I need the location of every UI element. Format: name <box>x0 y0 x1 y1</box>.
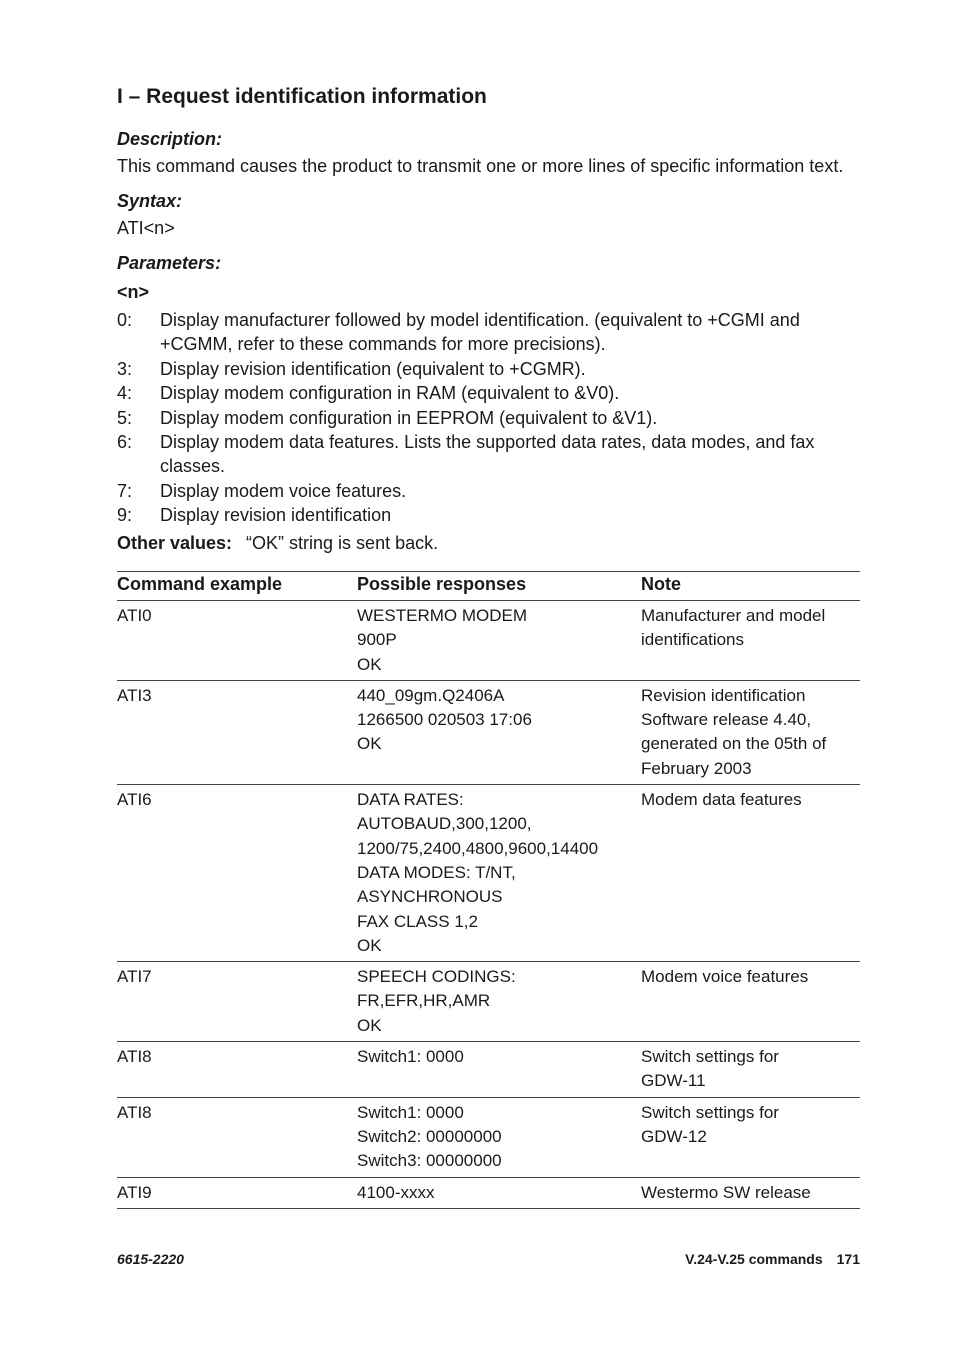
table-row <box>117 1177 860 1208</box>
cell-response <box>357 1177 641 1208</box>
cell-note <box>641 680 860 784</box>
footer-doc-number: 6615-2220 <box>117 1251 184 1267</box>
response-line: DATA RATES: <box>357 790 464 810</box>
cell-note <box>641 1097 860 1177</box>
description-text: This command causes the product to transmit one or more lines of specific information text. <box>117 156 844 176</box>
response-line: DATA MODES: T/NT, <box>357 862 516 882</box>
syntax-text: ATI<n> <box>117 218 175 238</box>
header-possible-responses: Possible responses <box>357 572 641 601</box>
cell-command: ATI9 <box>117 1177 357 1208</box>
other-values-text: “OK” string is sent back. <box>246 533 439 553</box>
parameter-description: Display modem configuration in EEPROM (equivalent to &V1). <box>160 407 658 428</box>
page-title: I – Request identification information <box>117 85 487 108</box>
response-line: AUTOBAUD,300,1200, <box>357 814 532 834</box>
cell-note <box>641 601 860 681</box>
note-line: Modem voice features <box>641 967 809 987</box>
note-line: February 2003 <box>641 758 752 778</box>
parameter-description: Display revision identification (equivalent to +CGMR). <box>160 358 586 379</box>
response-line: OK <box>357 654 382 674</box>
response-line: Switch1: 0000 <box>357 1047 464 1067</box>
response-line: Switch3: 00000000 <box>357 1151 502 1171</box>
parameter-description: Display manufacturer followed by model identification. (equivalent to +CGMI and +CGMM, refer to these commands for more precisions). <box>160 310 800 354</box>
cell-command: ATI3 <box>117 680 357 784</box>
cell-response <box>357 601 641 681</box>
footer-section: V.24-V.25 commands <box>685 1251 823 1267</box>
cell-note <box>641 785 860 962</box>
response-line: FR,EFR,HR,AMR <box>357 991 491 1011</box>
parameter-value: 0: <box>117 310 133 330</box>
cell-response <box>357 1097 641 1177</box>
other-values-label: Other values: <box>117 533 233 553</box>
cell-command: ATI8 <box>117 1097 357 1177</box>
note-line: Software release 4.40, <box>641 710 812 730</box>
note-line: Westermo SW release <box>641 1182 811 1202</box>
response-line: Switch2: 00000000 <box>357 1126 502 1146</box>
response-line: 4100-xxxx <box>357 1182 435 1202</box>
other-values <box>117 531 860 555</box>
parameter-value: 5: <box>117 407 133 428</box>
parameter-description: Display modem voice features. <box>160 480 407 501</box>
cell-command: ATI8 <box>117 1042 357 1098</box>
parameter-value: 9: <box>117 505 133 525</box>
parameter-name: <n> <box>117 282 150 302</box>
cell-response <box>357 962 641 1042</box>
table-row <box>117 785 860 962</box>
page-number: 171 <box>836 1251 860 1267</box>
table-body <box>117 601 860 1209</box>
parameter-description: Display modem configuration in RAM (equivalent to &V0). <box>160 383 620 403</box>
response-line: 900P <box>357 630 397 650</box>
table-row <box>117 680 860 784</box>
table-row <box>117 962 860 1042</box>
cell-command: ATI7 <box>117 962 357 1042</box>
header-command-example: Command example <box>117 572 357 601</box>
command-table <box>117 571 860 1209</box>
header-note: Note <box>641 572 860 601</box>
parameter-value: 7: <box>117 480 133 501</box>
response-line: 1200/75,2400,4800,9600,14400 <box>357 838 599 858</box>
parameter-item <box>117 381 860 405</box>
parameters-label: Parameters: <box>117 253 222 273</box>
syntax-label: Syntax: <box>117 191 183 211</box>
parameter-item <box>117 357 860 381</box>
page-content <box>117 84 860 1209</box>
cell-note <box>641 962 860 1042</box>
cell-command: ATI0 <box>117 601 357 681</box>
response-line: FAX CLASS 1,2 <box>357 911 478 931</box>
note-line: Switch settings for <box>641 1047 779 1067</box>
response-line: WESTERMO MODEM <box>357 606 527 625</box>
parameter-value: 3: <box>117 358 133 379</box>
response-line: OK <box>357 935 382 955</box>
cell-response <box>357 785 641 962</box>
response-line: ASYNCHRONOUS <box>357 887 503 907</box>
parameter-description: Display modem data features. Lists the supported data rates, data modes, and fax classes. <box>160 432 815 476</box>
table-row <box>117 601 860 681</box>
table-row <box>117 1042 860 1098</box>
parameter-value: 6: <box>117 432 133 452</box>
response-line: 440_09gm.Q2406A <box>357 685 505 705</box>
note-line: Revision identification <box>641 685 806 705</box>
response-line: SPEECH CODINGS: <box>357 967 516 987</box>
parameter-item <box>117 308 860 356</box>
parameter-item <box>117 479 860 503</box>
parameter-item <box>117 430 860 478</box>
note-line: identifications <box>641 630 745 650</box>
parameter-item <box>117 503 860 527</box>
table-header-row <box>117 572 860 601</box>
description-label: Description: <box>117 129 223 149</box>
parameter-description: Display revision identification <box>160 505 392 525</box>
cell-response <box>357 1042 641 1098</box>
cell-note <box>641 1177 860 1208</box>
response-line: OK <box>357 734 382 754</box>
parameter-value: 4: <box>117 383 133 403</box>
note-line: GDW-11 <box>641 1071 706 1091</box>
parameter-item <box>117 406 860 430</box>
note-line: Switch settings for <box>641 1102 779 1122</box>
response-line: OK <box>357 1015 382 1035</box>
cell-command: ATI6 <box>117 785 357 962</box>
footer-right <box>685 1251 860 1267</box>
parameter-list <box>117 308 860 527</box>
note-line: GDW-12 <box>641 1126 707 1146</box>
note-line: Modem data features <box>641 790 802 810</box>
response-line: 1266500 020503 17:06 <box>357 710 532 730</box>
response-line: Switch1: 0000 <box>357 1102 464 1122</box>
cell-note <box>641 1042 860 1098</box>
note-line: Manufacturer and model <box>641 606 826 625</box>
cell-response <box>357 680 641 784</box>
note-line: generated on the 05th of <box>641 734 827 754</box>
table-row <box>117 1097 860 1177</box>
